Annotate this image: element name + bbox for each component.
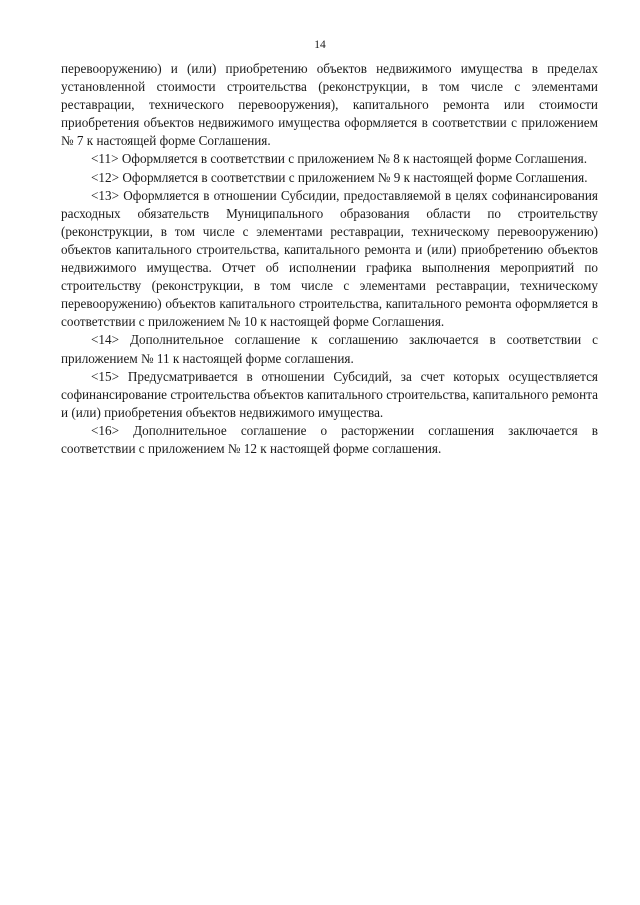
footnote-11: <11> Оформляется в соответствии с приложением № 8 к настоящей форме Соглашения. [91,151,588,167]
footnote-13: <13> Оформляется в отношении Субсидии, предоставляемой в целях софинансирования расходных обязательств Муниципального образования области по строительству (реконструкции, в том числе с элементами реставрации, техническому перевооружению) объектов капитального строительства, капитального ремонта и (или) приобретению объектов недвижимого имущества. Отчет об исполнении графика выполнения мероприятий по строительству (реконструкции, в том числе с элементами реставрации, техническому перевооружению) объектов капитального строительства, капитального ремонта оформляется в соответствии с приложением № 10 к настоящей форме Соглашения. [61,187,598,330]
footnote-12: <12> Оформляется в соответствии с приложением № 9 к настоящей форме Соглашения. [91,169,588,185]
footnote-14: <14> Дополнительное соглашение к соглашению заключается в соответствии с приложением № 11 к настоящей форме соглашения. [61,332,598,366]
footnote-16: <16> Дополнительное соглашение о расторжении соглашения заключается в соответствии с приложением № 12 к настоящей форме соглашения. [61,422,598,456]
page-number: 14 [314,39,326,51]
paragraph-continuation: перевооружению) и (или) приобретению объектов недвижимого имущества в пределах установленной стоимости строительства (реконструкции, в том числе с элементами реставрации, технического перевооружения), капитального ремонта или стоимости приобретения объектов недвижимого имущества оформляется в соответствии с приложением № 7 к настоящей форме Соглашения. [61,61,598,149]
footnotes-body [61,60,598,458]
footnote-15: <15> Предусматривается в отношении Субсидий, за счет которых осуществляется софинансирование строительства объектов капитального строительства, капитального ремонта и (или) приобретения объектов недвижимого имущества. [61,368,598,420]
